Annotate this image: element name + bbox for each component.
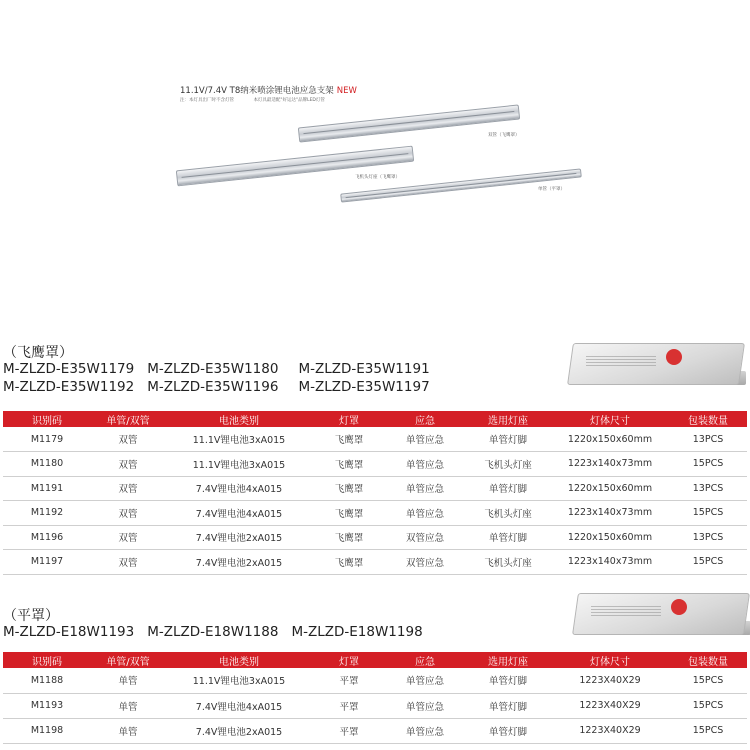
table-row xyxy=(3,693,747,718)
table-cell: 飞鹰罩 xyxy=(313,525,385,550)
table-cell: M1188 xyxy=(3,668,91,693)
table-cell: 平罩 xyxy=(313,693,385,718)
table-cell: 单管灯脚 xyxy=(465,693,551,718)
col-header: 包装数量 xyxy=(669,411,747,427)
table-cell: 飞鹰罩 xyxy=(313,427,385,452)
table-cell: 7.4V锂电池4xA015 xyxy=(165,693,313,718)
table-cell: 单管灯脚 xyxy=(465,427,551,452)
table-cell: 7.4V锂电池4xA015 xyxy=(165,476,313,501)
table-cell: 单管灯脚 xyxy=(465,525,551,550)
product-banner xyxy=(170,70,590,220)
table-cell: 单管应急 xyxy=(385,718,465,743)
banner-notes xyxy=(180,97,343,103)
table-cell: M1198 xyxy=(3,718,91,743)
col-header: 灯体尺寸 xyxy=(551,652,669,668)
table-cell: 15PCS xyxy=(669,550,747,575)
spec-table-1 xyxy=(3,411,747,575)
model-code: M-ZLZD-E35W1179 xyxy=(3,361,135,377)
model-code: M-ZLZD-E35W1196 xyxy=(147,379,279,395)
banner-note-1: 注：本灯具出厂时不含灯管 xyxy=(180,98,234,103)
table-cell: 1223X40X29 xyxy=(551,693,669,718)
table-cell: M1193 xyxy=(3,693,91,718)
table-body xyxy=(3,668,747,743)
model-code: M-ZLZD-E35W1191 xyxy=(298,361,430,377)
section1-title: （飞鹰罩） xyxy=(3,345,73,361)
table-cell: 15PCS xyxy=(669,452,747,477)
table-cell: M1192 xyxy=(3,501,91,526)
table-cell: 单管应急 xyxy=(385,693,465,718)
model-code: M-ZLZD-E18W1198 xyxy=(291,624,423,640)
col-header: 灯罩 xyxy=(313,652,385,668)
table-cell: M1197 xyxy=(3,550,91,575)
table-cell: M1179 xyxy=(3,427,91,452)
col-header: 单管/双管 xyxy=(91,652,165,668)
table-cell: 1223x140x73mm xyxy=(551,452,669,477)
table-cell: 13PCS xyxy=(669,427,747,452)
table-cell: 双管 xyxy=(91,550,165,575)
table-cell: 双管 xyxy=(91,452,165,477)
table-cell: 1220x150x60mm xyxy=(551,427,669,452)
col-header: 单管/双管 xyxy=(91,411,165,427)
label-single: 单管（平罩） xyxy=(538,187,565,192)
emergency-module-image-2 xyxy=(575,593,750,641)
section2-title: （平罩） xyxy=(3,608,59,624)
table-cell: 1223x140x73mm xyxy=(551,501,669,526)
table-row xyxy=(3,427,747,452)
table-cell: 15PCS xyxy=(669,501,747,526)
table-header xyxy=(3,411,747,427)
table-cell: 1223X40X29 xyxy=(551,668,669,693)
col-header: 识别码 xyxy=(3,652,91,668)
table-cell: 平罩 xyxy=(313,718,385,743)
model-code: M-ZLZD-E35W1180 xyxy=(147,361,279,377)
table-cell: 11.1V锂电池3xA015 xyxy=(165,668,313,693)
section2-models-row1 xyxy=(3,624,436,640)
banner-title-text: 11.1V/7.4V T8纳米喷涂锂电池应急支架 xyxy=(180,86,334,96)
model-code: M-ZLZD-E18W1188 xyxy=(147,624,279,640)
table-cell: 飞鹰罩 xyxy=(313,476,385,501)
table-row xyxy=(3,550,747,575)
table-cell: 15PCS xyxy=(669,718,747,743)
new-badge: NEW xyxy=(336,86,357,96)
table-cell: 单管应急 xyxy=(385,427,465,452)
col-header: 灯体尺寸 xyxy=(551,411,669,427)
table-row xyxy=(3,501,747,526)
table-cell: 双管 xyxy=(91,427,165,452)
table-cell: 7.4V锂电池2xA015 xyxy=(165,550,313,575)
table-cell: 1220x150x60mm xyxy=(551,476,669,501)
table-cell: 7.4V锂电池2xA015 xyxy=(165,718,313,743)
table-cell: 13PCS xyxy=(669,476,747,501)
table-cell: 单管灯脚 xyxy=(465,718,551,743)
table-body xyxy=(3,427,747,574)
table-cell: 11.1V锂电池3xA015 xyxy=(165,452,313,477)
table-cell: 平罩 xyxy=(313,668,385,693)
aircraft-fixture-image xyxy=(176,146,414,187)
table-cell: 单管应急 xyxy=(385,476,465,501)
col-header: 识别码 xyxy=(3,411,91,427)
table-header xyxy=(3,652,747,668)
table-cell: 7.4V锂电池2xA015 xyxy=(165,525,313,550)
table-cell: 15PCS xyxy=(669,693,747,718)
model-code: M-ZLZD-E35W1197 xyxy=(298,379,430,395)
banner-title xyxy=(180,84,357,96)
table-cell: 15PCS xyxy=(669,668,747,693)
table-cell: 单管应急 xyxy=(385,668,465,693)
col-header: 电池类别 xyxy=(165,411,313,427)
table-cell: 双管应急 xyxy=(385,525,465,550)
label-double: 双管（飞鹰罩） xyxy=(488,133,520,138)
col-header: 电池类别 xyxy=(165,652,313,668)
table-cell: 单管应急 xyxy=(385,501,465,526)
table-cell: 双管 xyxy=(91,525,165,550)
table-cell: 飞机头灯座 xyxy=(465,501,551,526)
table-cell: 双管应急 xyxy=(385,550,465,575)
table-cell: 13PCS xyxy=(669,525,747,550)
table-cell: 单管应急 xyxy=(385,452,465,477)
model-code: M-ZLZD-E18W1193 xyxy=(3,624,135,640)
col-header: 灯罩 xyxy=(313,411,385,427)
table-cell: 单管 xyxy=(91,693,165,718)
section1-models-row1 xyxy=(3,361,443,377)
table-row xyxy=(3,525,747,550)
table-cell: 1223X40X29 xyxy=(551,718,669,743)
table-cell: 飞鹰罩 xyxy=(313,452,385,477)
table-cell: 11.1V锂电池3xA015 xyxy=(165,427,313,452)
table-cell: 7.4V锂电池4xA015 xyxy=(165,501,313,526)
label-aircraft: 飞机头灯座（飞鹰罩） xyxy=(355,175,400,180)
table-row xyxy=(3,718,747,743)
col-header: 应急 xyxy=(385,411,465,427)
emergency-module-image xyxy=(570,343,748,391)
model-code: M-ZLZD-E35W1192 xyxy=(3,379,135,395)
table-row xyxy=(3,476,747,501)
table-cell: 1220x150x60mm xyxy=(551,525,669,550)
col-header: 选用灯座 xyxy=(465,411,551,427)
table-cell: 飞鹰罩 xyxy=(313,501,385,526)
table-cell: 单管灯脚 xyxy=(465,668,551,693)
table-cell: 单管灯脚 xyxy=(465,476,551,501)
spec-table-2 xyxy=(3,652,747,744)
section1-models-row2 xyxy=(3,379,443,395)
table-cell: 单管 xyxy=(91,718,165,743)
table-cell: M1191 xyxy=(3,476,91,501)
double-tube-fixture-image xyxy=(298,104,520,142)
table-row xyxy=(3,668,747,693)
table-cell: 双管 xyxy=(91,476,165,501)
table-cell: M1180 xyxy=(3,452,91,477)
col-header: 包装数量 xyxy=(669,652,747,668)
table-cell: 单管 xyxy=(91,668,165,693)
table-cell: 飞机头灯座 xyxy=(465,550,551,575)
table-cell: 飞机头灯座 xyxy=(465,452,551,477)
col-header: 应急 xyxy=(385,652,465,668)
table-cell: 双管 xyxy=(91,501,165,526)
table-cell: M1196 xyxy=(3,525,91,550)
col-header: 选用灯座 xyxy=(465,652,551,668)
table-cell: 飞鹰罩 xyxy=(313,550,385,575)
table-row xyxy=(3,452,747,477)
banner-note-2: 本灯具最适配"好运达"品牌LED灯管 xyxy=(253,98,325,103)
table-cell: 1223x140x73mm xyxy=(551,550,669,575)
